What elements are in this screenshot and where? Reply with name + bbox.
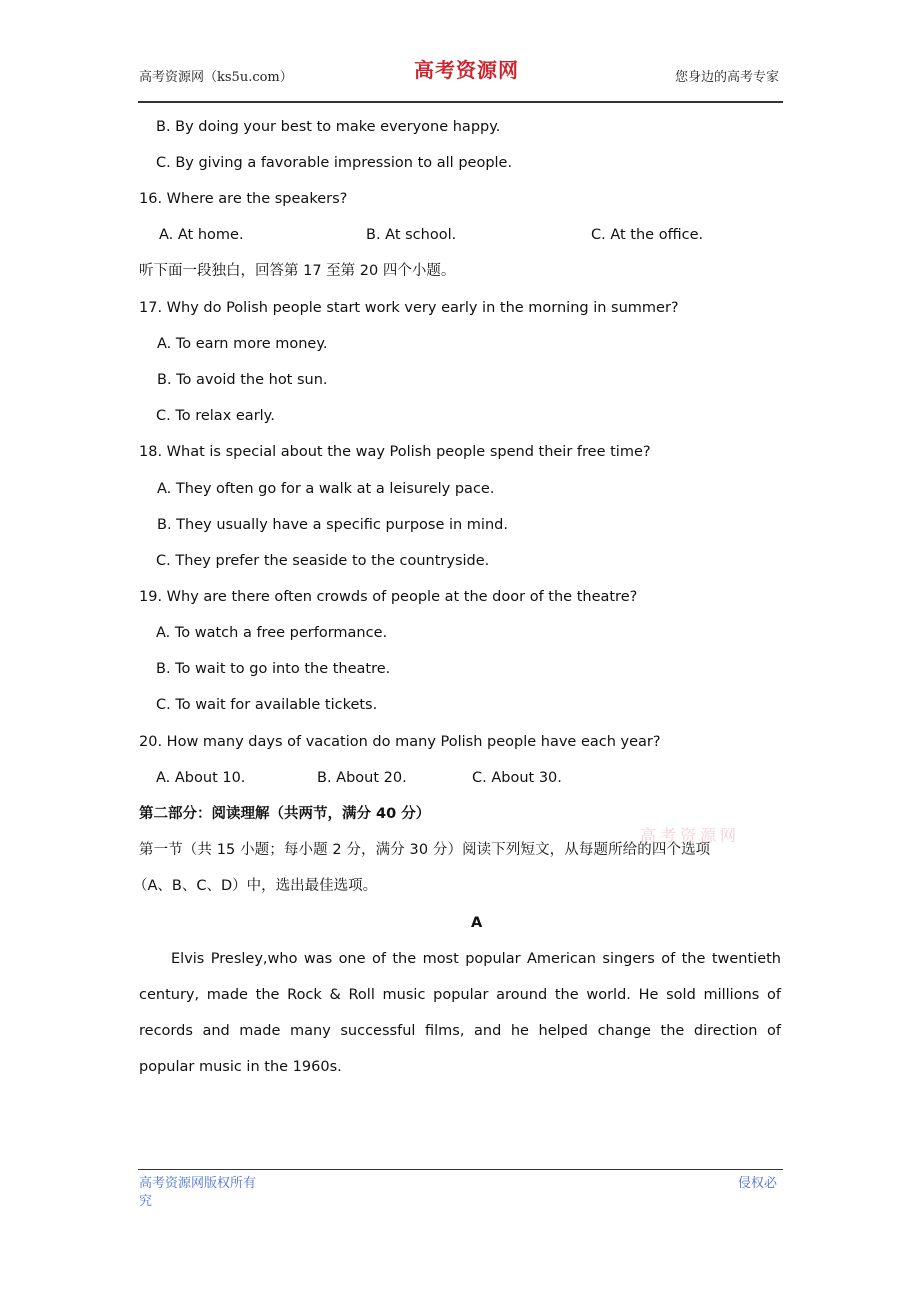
option-15b: B. By doing your best to make everyone happy. xyxy=(156,119,501,135)
option-17a: A. To earn more money. xyxy=(157,336,328,352)
instruction: 听下面一段独白，回答第 17 至第 20 四个小题。 xyxy=(139,263,456,279)
option-15c: C. By giving a favorable impression to all people. xyxy=(156,155,513,171)
option-18a: A. They often go for a walk at a leisurely pace. xyxy=(157,481,495,497)
option-20c: C. About 30. xyxy=(472,770,562,786)
option-19c: C. To wait for available tickets. xyxy=(156,697,378,713)
option-19b: B. To wait to go into the theatre. xyxy=(156,661,391,677)
option-19a: A. To watch a free performance. xyxy=(156,625,388,641)
passage-title: A xyxy=(471,915,483,931)
passage-text: Elvis Presley,who was one of the most popular American singers of the twentieth century, made the Rock & Roll music popular around the world. He sold millions of records and made many successful films, and he helped change the direction of popular music in the 1960s. xyxy=(139,951,781,1075)
watermark: 高考资源网 xyxy=(640,826,741,845)
option-17c: C. To relax early. xyxy=(156,408,275,424)
option-18c: C. They prefer the seaside to the countryside. xyxy=(156,553,490,569)
option-18b: B. They usually have a specific purpose in mind. xyxy=(157,517,508,533)
question-18: 18. What is special about the way Polish people spend their free time? xyxy=(139,444,651,460)
footer-copyright: 高考资源网版权所有 xyxy=(139,1176,257,1191)
header-logo: 高考资源网 xyxy=(414,58,519,82)
footer-copyright-cont: 究 xyxy=(139,1194,153,1209)
section-one-instruction-cont: （A、B、C、D）中，选出最佳选项。 xyxy=(133,878,378,894)
option-17b: B. To avoid the hot sun. xyxy=(157,372,328,388)
footer-rights: 侵权必 xyxy=(738,1176,778,1191)
question-16: 16. Where are the speakers? xyxy=(139,191,348,207)
header-divider xyxy=(138,101,783,103)
header-slogan: 您身边的高考专家 xyxy=(675,70,780,85)
footer-divider xyxy=(138,1169,783,1170)
option-16a: A. At home. xyxy=(159,227,244,243)
option-20b: B. About 20. xyxy=(317,770,407,786)
option-20a: A. About 10. xyxy=(156,770,246,786)
option-16b: B. At school. xyxy=(366,227,457,243)
option-16c: C. At the office. xyxy=(591,227,704,243)
question-17: 17. Why do Polish people start work very early in the morning in summer? xyxy=(139,300,679,316)
question-20: 20. How many days of vacation do many Polish people have each year? xyxy=(139,734,661,750)
section-one-instruction: 第一节（共 15 小题；每小题 2 分，满分 30 分）阅读下列短文，从每题所给的四个选项 xyxy=(139,842,711,858)
question-19: 19. Why are there often crowds of people at the door of the theatre? xyxy=(139,589,638,605)
part-two-heading: 第二部分：阅读理解（共两节，满分 40 分） xyxy=(139,806,431,822)
header-site-name: 高考资源网（ks5u.com） xyxy=(139,70,293,85)
